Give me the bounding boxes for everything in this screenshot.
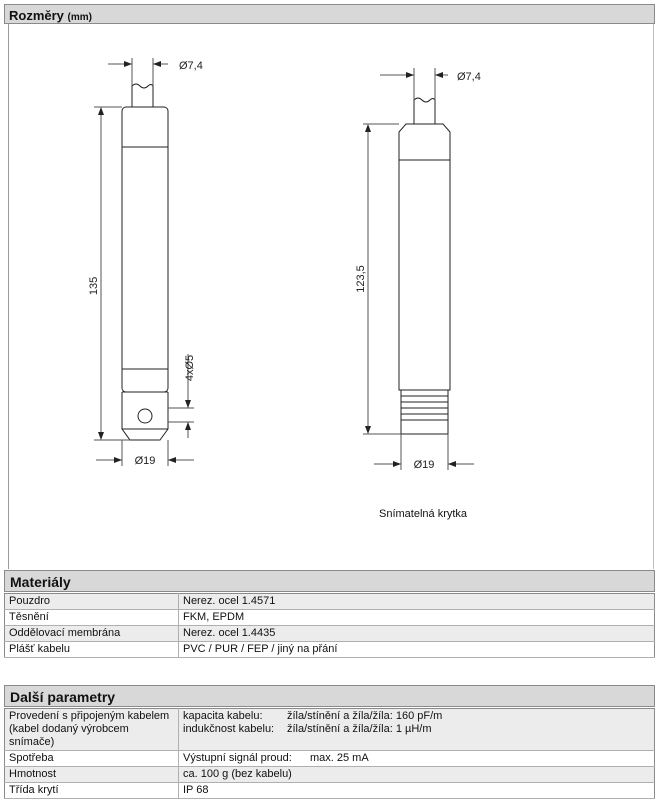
cable-label-line2: (kabel dodaný výrobcem snímače) <box>9 723 129 748</box>
inductance-label: indukčnost kabelu: <box>183 723 275 735</box>
section-title: Další parametry <box>10 689 116 705</box>
table-row <box>5 610 655 626</box>
row-label: Oddělovací membrána <box>5 626 179 642</box>
section-header-materialy <box>4 570 655 592</box>
row-value: PVC / PUR / FEP / jiný na přání <box>179 642 655 658</box>
left-body-diameter-label: Ø19 <box>134 455 156 467</box>
row-value: ca. 100 g (bez kabelu) <box>179 767 655 783</box>
cable-label-line1: Provedení s připojeným kabelem <box>9 710 170 722</box>
section-header-rozmery <box>4 4 655 24</box>
output-signal-value: max. 25 mA <box>310 752 369 764</box>
left-sensor-body <box>122 84 168 440</box>
row-label: Těsnění <box>5 610 179 626</box>
capacity-value: žíla/stínění a žíla/žíla: 160 pF/m <box>287 710 443 722</box>
left-length-label: 135 <box>88 276 100 296</box>
row-value <box>179 709 655 751</box>
table-row <box>5 594 655 610</box>
table-row <box>5 709 655 751</box>
inductance-value: žíla/stínění a žíla/žíla: 1 µH/m <box>287 723 432 735</box>
row-label <box>5 709 179 751</box>
row-label: Plášť kabelu <box>5 642 179 658</box>
row-label: Hmotnost <box>5 767 179 783</box>
left-holes-label: 4xØ5 <box>184 354 196 382</box>
table-row <box>5 767 655 783</box>
row-value: Nerez. ocel 1.4435 <box>179 626 655 642</box>
section-title: Rozměry <box>9 8 64 23</box>
row-label: Pouzdro <box>5 594 179 610</box>
row-value <box>179 751 655 767</box>
section-header-dalsi-parametry <box>4 685 655 707</box>
left-cable-diameter-label: Ø7,4 <box>179 60 203 72</box>
parameters-table <box>4 708 655 799</box>
row-value: FKM, EPDM <box>179 610 655 626</box>
row-label: Třída krytí <box>5 783 179 799</box>
table-row <box>5 642 655 658</box>
materials-table <box>4 593 655 658</box>
row-label: Spotřeba <box>5 751 179 767</box>
row-value: IP 68 <box>179 783 655 799</box>
table-row <box>5 783 655 799</box>
section-title: Materiály <box>10 574 71 590</box>
output-signal-label: Výstupní signál proud: <box>183 752 292 764</box>
right-body-diameter-label: Ø19 <box>413 459 435 471</box>
right-length-label: 123,5 <box>355 265 367 293</box>
capacity-label: kapacita kabelu: <box>183 710 263 722</box>
table-row <box>5 751 655 767</box>
table-row <box>5 626 655 642</box>
caption-removable-cap: Snímatelná krytka <box>379 508 468 520</box>
right-cable-diameter-label: Ø7,4 <box>457 71 481 83</box>
section-unit: (mm) <box>67 12 92 23</box>
row-value: Nerez. ocel 1.4571 <box>179 594 655 610</box>
right-sensor-body <box>399 98 450 434</box>
dimension-drawing <box>8 24 654 569</box>
